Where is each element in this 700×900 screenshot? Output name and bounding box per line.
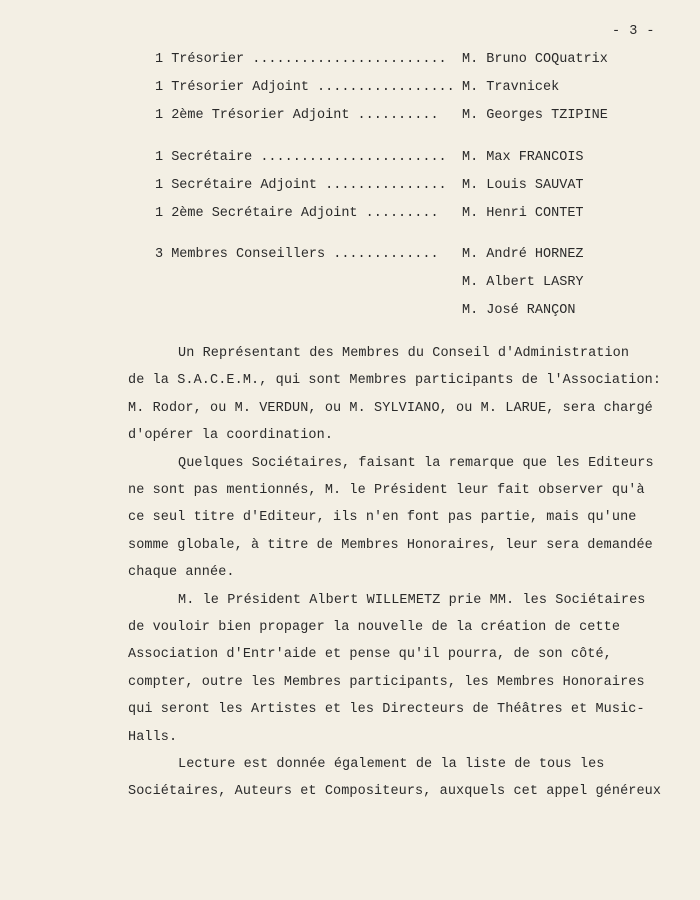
paragraph-line: Halls. [128,729,178,745]
paragraph-line: ne sont pas mentionnés, M. le Président leur fait observer qu'à [128,483,645,498]
paragraph-line: Un Représentant des Membres du Conseil d'Administration [178,346,630,361]
officer-name: M. Georges TZIPINE [462,108,608,123]
officer-name: M. Max FRANCOIS [462,150,584,165]
officer-role: 1 2ème Trésorier Adjoint .......... [155,108,439,123]
officer-name: M. Albert LASRY [462,275,584,290]
officer-role: 3 Membres Conseillers ............. [155,247,439,262]
paragraph-line: M. le Président Albert WILLEMETZ prie MM. les Sociétaires [178,592,646,608]
paragraph-line: de vouloir bien propager la nouvelle de la création de cette [128,620,621,635]
officer-name: M. Louis SAUVAT [462,178,584,193]
paragraph-line: qui seront les Artistes et les Directeurs de Théâtres et Music- [128,702,645,718]
officer-row [0,52,700,72]
officer-name: M. André HORNEZ [462,247,584,262]
paragraph-line: de la S.A.C.E.M., qui sont Membres participants de l'Association: [128,373,662,389]
paragraph-line: Association d'Entr'aide et pense qu'il pourra, de son côté, [128,647,612,663]
officer-row [0,80,700,100]
officer-name: M. Bruno COQuatrix [462,52,608,67]
officer-role: 1 2ème Secrétaire Adjoint ......... [155,206,439,221]
officer-name: M. Henri CONTET [462,206,584,221]
officer-row [0,206,700,226]
paragraph-line: chaque année. [128,565,235,581]
officer-row [0,247,700,267]
officer-row [0,178,700,198]
paragraph-line: somme globale, à titre de Membres Honoraires, leur sera demandée [128,537,653,553]
officer-role: 1 Trésorier ........................ [155,52,447,67]
officer-role: 1 Secrétaire Adjoint ............... [155,178,447,193]
officer-name: M. Travnicek [462,80,560,95]
officer-role: 1 Trésorier Adjoint ................. [155,80,455,95]
officer-row [0,108,700,128]
paragraph-line: ce seul titre d'Editeur, ils n'en font pas partie, mais qu'une [128,510,637,526]
page-number: - 3 - [612,24,656,39]
officer-row [0,275,700,295]
paragraph-line: M. Rodor, ou M. VERDUN, ou M. SYLVIANO, ou M. LARUE, sera chargé [128,400,653,416]
paragraph-line: d'opérer la coordination. [128,428,334,444]
paragraph-line: compter, outre les Membres participants, les Membres Honoraires [128,674,645,690]
paragraph-line: Quelques Sociétaires, faisant la remarque que les Editeurs [178,455,654,471]
officer-role: 1 Secrétaire ....................... [155,150,447,165]
officer-name: M. José RANÇON [462,303,576,318]
officer-row [0,150,700,170]
paragraph-line: Lecture est donnée également de la liste de tous les [178,757,605,772]
paragraph-line: Sociétaires, Auteurs et Compositeurs, auxquels cet appel généreux [128,784,662,800]
officer-row [0,303,700,323]
